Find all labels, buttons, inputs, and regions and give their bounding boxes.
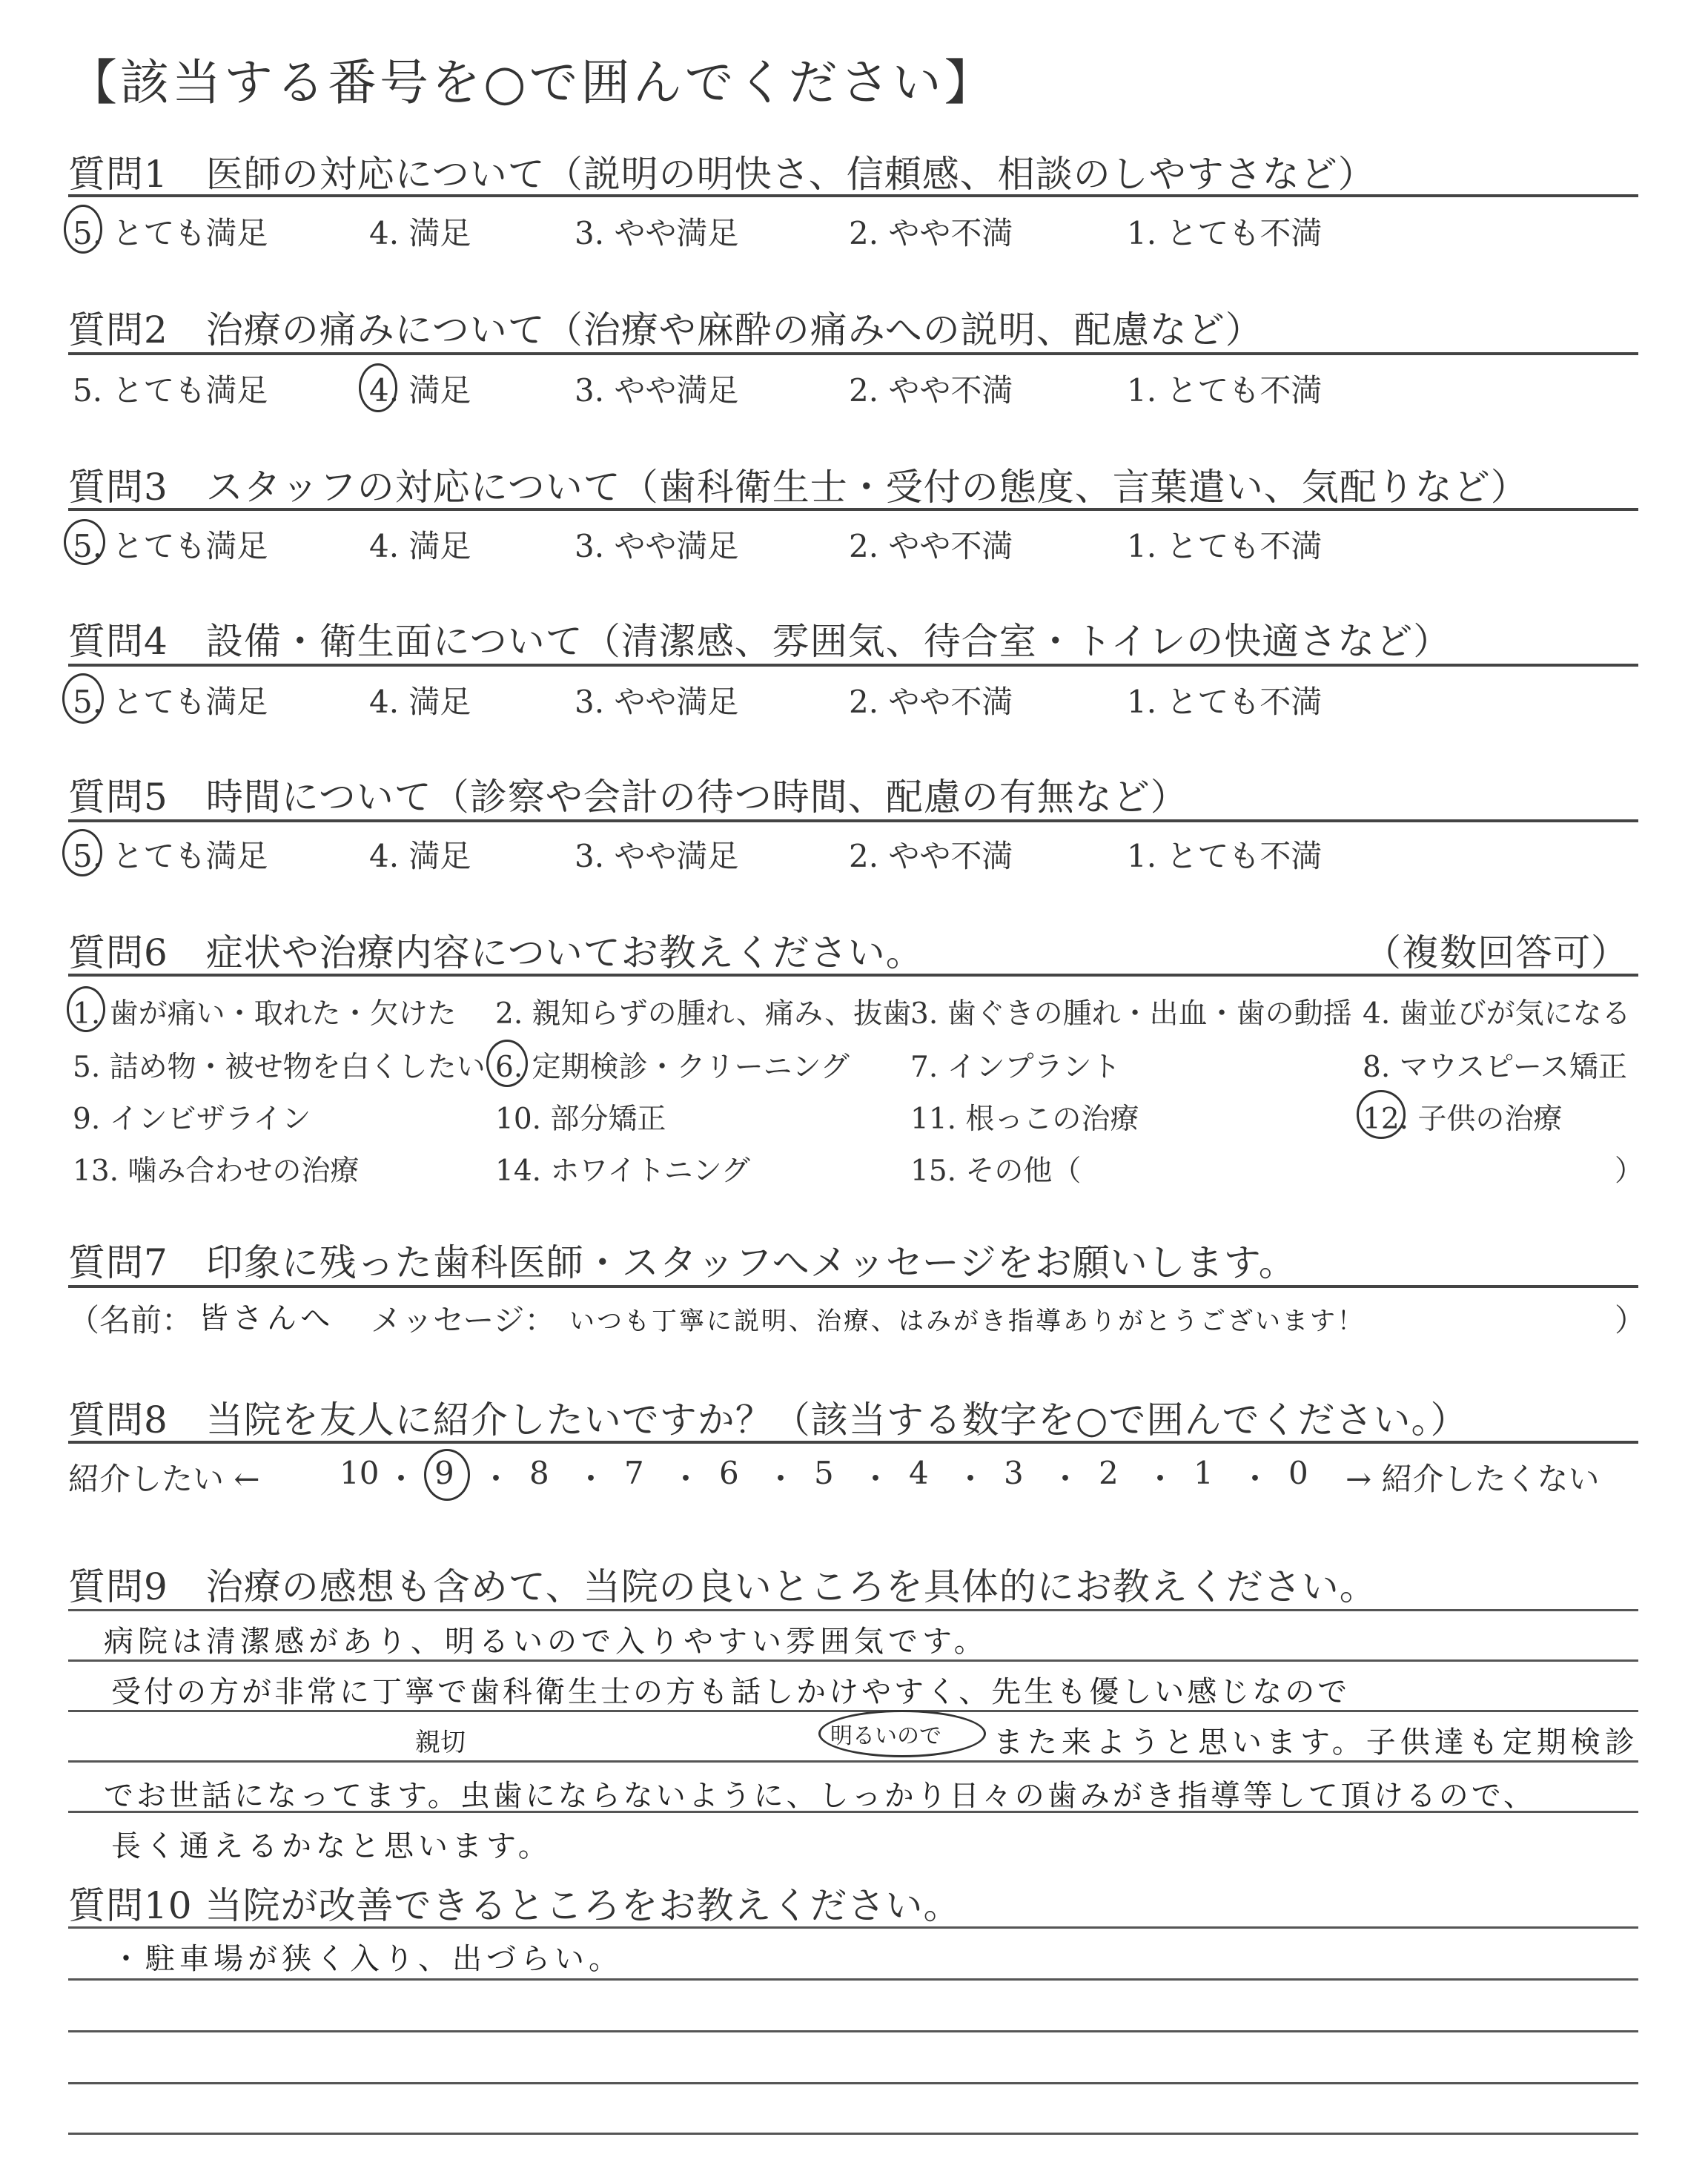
q8-scale-2[interactable]: 2 xyxy=(1099,1455,1119,1491)
q7-message-value[interactable]: いつも丁寧に説明、治療、はみがき指導ありがとうございます！ xyxy=(569,1307,1365,1336)
q10-writing-line-5 xyxy=(68,2133,1638,2135)
q8-scale-7[interactable]: 7 xyxy=(624,1455,644,1491)
q4-selected-circle xyxy=(62,673,104,724)
q5-option-5[interactable]: 5. とても満足 xyxy=(73,838,268,874)
q8-scale-1[interactable]: 1 xyxy=(1194,1455,1214,1491)
q6-option-6[interactable]: 6. 定期検診・クリーニング xyxy=(495,1051,850,1084)
q8-scale-6[interactable]: 6 xyxy=(719,1455,739,1491)
q4-rule xyxy=(68,664,1638,667)
q4-option-3[interactable]: 3. やや満足 xyxy=(575,684,739,720)
q8-scale-0[interactable]: 0 xyxy=(1288,1455,1308,1491)
q10-writing-line-2 xyxy=(68,1978,1638,1981)
q9-answer-line-5: 長く通えるかなと思います。 xyxy=(111,1829,552,1863)
q6-option-1[interactable]: 1. 歯が痛い・取れた・欠けた xyxy=(73,997,457,1031)
q8-left-label: 紹介したい ← xyxy=(68,1461,260,1497)
q8-scale-separator: ・ xyxy=(860,1461,892,1497)
q3-title: 質問3 スタッフの対応について（歯科衛生士・受付の態度、言葉遣い、気配りなど） xyxy=(68,466,1529,509)
q7-name-value[interactable]: 皆さんへ xyxy=(199,1301,335,1335)
q8-scale-8[interactable]: 8 xyxy=(529,1455,549,1491)
q1-option-5[interactable]: 5. とても満足 xyxy=(73,215,268,251)
q1-option-4[interactable]: 4. 満足 xyxy=(369,215,471,251)
q10-answer-line-1: ・駐車場が狭く入り、出づらい。 xyxy=(111,1942,623,1976)
q6-option-2[interactable]: 2. 親知らずの腫れ、痛み、抜歯 xyxy=(495,997,912,1031)
q8-scale-4[interactable]: 4 xyxy=(909,1455,929,1491)
q5-title: 質問5 時間について（診察や会計の待つ時間、配慮の有無など） xyxy=(68,776,1188,819)
q1-option-1[interactable]: 1. とても不満 xyxy=(1127,215,1323,251)
q1-title: 質問1 医師の対応について（説明の明快さ、信頼感、相談のしやすさなど） xyxy=(68,153,1376,196)
q10-title: 質問10 当院が改善できるところをお教えください。 xyxy=(68,1884,961,1927)
q9-answer-line-4: でお世話になってます。虫歯にならないように、しっかり日々の歯みがき指導等して頂けるので、 xyxy=(104,1779,1536,1813)
q2-title: 質問2 治療の痛みについて（治療や麻酔の痛みへの説明、配慮など） xyxy=(68,308,1263,351)
q8-scale-separator: ・ xyxy=(480,1461,512,1497)
q3-selected-circle xyxy=(64,519,105,565)
page-title: 【該当する番号を○で囲んでください】 xyxy=(68,54,996,111)
q8-scale-separator: ・ xyxy=(765,1461,797,1497)
q7-rule xyxy=(68,1285,1638,1288)
q8-scale-5[interactable]: 5 xyxy=(814,1455,834,1491)
q5-option-3[interactable]: 3. やや満足 xyxy=(575,838,739,874)
q9-answer-line-2: 受付の方が非常に丁寧で歯科衛生士の方も話しかけやすく、先生も優しい感じなので xyxy=(111,1675,1351,1709)
q6-option-8[interactable]: 8. マウスピース矯正 xyxy=(1363,1051,1627,1084)
q5-option-4[interactable]: 4. 満足 xyxy=(369,838,471,874)
q9-insert-bright-circle xyxy=(818,1710,986,1757)
q8-scale-separator: ・ xyxy=(385,1461,417,1497)
q6-selected-circle-1 xyxy=(67,986,105,1032)
q2-rule xyxy=(68,352,1638,355)
q6-option-14[interactable]: 14. ホワイトニング xyxy=(495,1155,750,1188)
q10-writing-line-3 xyxy=(68,2030,1638,2032)
q9-writing-line-1 xyxy=(68,1609,1638,1611)
q8-title: 質問8 当院を友人に紹介したいですか？（該当する数字を○で囲んでください。） xyxy=(68,1398,1469,1441)
q6-option-15[interactable]: 15. その他（ xyxy=(910,1155,1082,1188)
q1-option-2[interactable]: 2. やや不満 xyxy=(849,215,1013,251)
q1-selected-circle xyxy=(64,205,102,254)
q1-rule xyxy=(68,194,1638,197)
q8-scale-10[interactable]: 10 xyxy=(340,1455,380,1491)
q2-option-1[interactable]: 1. とても不満 xyxy=(1127,372,1323,409)
q1-option-3[interactable]: 3. やや満足 xyxy=(575,215,739,251)
q10-writing-line-1 xyxy=(68,1926,1638,1929)
q7-close-paren: ） xyxy=(1615,1302,1646,1338)
q2-option-3[interactable]: 3. やや満足 xyxy=(575,372,739,409)
q8-scale-separator: ・ xyxy=(955,1461,987,1497)
q6-option-12[interactable]: 12. 子供の治療 xyxy=(1363,1103,1563,1136)
q4-title: 質問4 設備・衛生面について（清潔感、雰囲気、待合室・トイレの快適さなど） xyxy=(68,620,1452,663)
q8-scale-separator: ・ xyxy=(1145,1461,1176,1497)
q6-option-9[interactable]: 9. インビザライン xyxy=(73,1103,311,1136)
q5-option-2[interactable]: 2. やや不満 xyxy=(849,838,1013,874)
q6-title: 質問6 症状や治療内容についてお教えください。 xyxy=(68,931,924,974)
q6-option-5[interactable]: 5. 詰め物・被せ物を白くしたい xyxy=(73,1051,486,1084)
q6-selected-circle-12 xyxy=(1357,1090,1406,1139)
q3-option-1[interactable]: 1. とても不満 xyxy=(1127,528,1323,564)
q8-scale-separator: ・ xyxy=(575,1461,607,1497)
q6-option-3[interactable]: 3. 歯ぐきの腫れ・出血・歯の動揺 xyxy=(910,997,1352,1031)
q8-scale-separator: ・ xyxy=(670,1461,702,1497)
q8-right-label: → 紹介したくない xyxy=(1345,1461,1600,1497)
q5-selected-circle xyxy=(62,829,102,876)
q9-insert-kind: 親切 xyxy=(415,1728,466,1757)
q4-option-2[interactable]: 2. やや不満 xyxy=(849,684,1013,720)
q7-message-label: メッセージ： xyxy=(371,1302,556,1338)
q7-title: 質問7 印象に残った歯科医師・スタッフへメッセージをお願いします。 xyxy=(68,1241,1297,1284)
q3-rule xyxy=(68,508,1638,511)
q2-option-4[interactable]: 4. 満足 xyxy=(369,372,471,409)
q9-answer-line-1: 病院は清潔感があり、明るいので入りやすい雰囲気です。 xyxy=(104,1625,988,1659)
q2-selected-circle xyxy=(359,363,397,412)
q2-option-2[interactable]: 2. やや不満 xyxy=(849,372,1013,409)
q8-scale-3[interactable]: 3 xyxy=(1004,1455,1024,1491)
q6-option-4[interactable]: 4. 歯並びが気になる xyxy=(1363,997,1631,1031)
q8-rule xyxy=(68,1441,1638,1444)
q6-option-11[interactable]: 11. 根っこの治療 xyxy=(910,1103,1139,1136)
q8-selected-circle xyxy=(424,1449,470,1501)
q3-option-4[interactable]: 4. 満足 xyxy=(369,528,471,564)
q3-option-2[interactable]: 2. やや不満 xyxy=(849,528,1013,564)
q3-option-3[interactable]: 3. やや満足 xyxy=(575,528,739,564)
q4-option-5[interactable]: 5. とても満足 xyxy=(73,684,268,720)
q4-option-4[interactable]: 4. 満足 xyxy=(369,684,471,720)
q4-option-1[interactable]: 1. とても不満 xyxy=(1127,684,1323,720)
q8-scale-separator: ・ xyxy=(1239,1461,1271,1497)
q8-scale-separator: ・ xyxy=(1050,1461,1082,1497)
q5-option-1[interactable]: 1. とても不満 xyxy=(1127,838,1323,874)
q6-selected-circle-6 xyxy=(486,1040,528,1087)
q3-option-5[interactable]: 5. とても満足 xyxy=(73,528,268,564)
q6-rule xyxy=(68,974,1638,977)
q8-scale-9[interactable]: 9 xyxy=(434,1455,454,1491)
q6-option-13[interactable]: 13. 噛み合わせの治療 xyxy=(73,1155,360,1188)
q6-option-10[interactable]: 10. 部分矯正 xyxy=(495,1103,666,1136)
q7-name-label: （名前： xyxy=(68,1302,193,1338)
q6-other-close-paren: ） xyxy=(1615,1155,1644,1188)
q6-option-7[interactable]: 7. インプラント xyxy=(910,1051,1121,1084)
q10-writing-line-4 xyxy=(68,2082,1638,2084)
q9-insert-bright: 明るいので xyxy=(830,1723,941,1749)
q6-multiple-note: （複数回答可） xyxy=(1364,931,1629,974)
q9-answer-line-3: また来ようと思います。子供達も定期検診 xyxy=(993,1725,1639,1760)
q5-rule xyxy=(68,819,1638,822)
q2-option-5[interactable]: 5. とても満足 xyxy=(73,372,268,409)
q9-title: 質問9 治療の感想も含めて、当院の良いところを具体的にお教えください。 xyxy=(68,1565,1377,1608)
